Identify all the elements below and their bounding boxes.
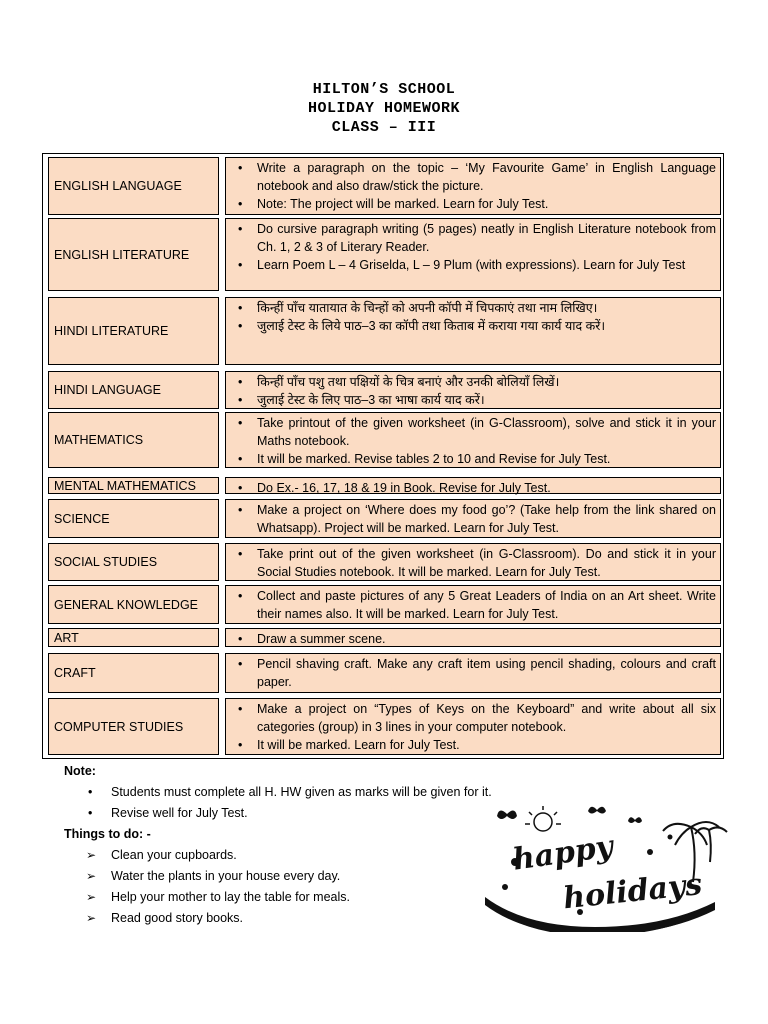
task-item: • Pencil shaving craft. Make any craft item using pencil shading, colours and craft paper. (230, 655, 716, 691)
subject-cell: MATHEMATICS (48, 412, 219, 468)
table-row (48, 543, 718, 581)
subject-cell: MENTAL MATHEMATICS (48, 477, 219, 494)
table-row (48, 371, 718, 409)
task-cell (225, 412, 721, 468)
holidays-text: holidays (561, 867, 704, 917)
sun-icon (525, 806, 561, 831)
subject-cell: CRAFT (48, 653, 219, 693)
task-item: • Take printout of the given worksheet (in G-Classroom), solve and stick it in your Maths notebook. (230, 414, 716, 450)
task-item: • Make a project on ‘Where does my food go’? (Take help from the link shared on Whatsapp). Project will be marked. Learn for July Test. (230, 501, 716, 537)
note-item: • Revise well for July Test. (64, 803, 492, 824)
task-item: • Learn Poem L – 4 Griselda, L – 9 Plum (with expressions). Learn for July Test (230, 256, 716, 274)
homework-table (42, 153, 724, 759)
task-cell (225, 499, 721, 538)
table-row (48, 157, 718, 215)
task-cell (225, 585, 721, 624)
table-row (48, 477, 718, 494)
task-item: • Note: The project will be marked. Learn for July Test. (230, 195, 716, 213)
subject-cell: HINDI LITERATURE (48, 297, 219, 365)
notes-section (64, 761, 492, 929)
task-cell (225, 653, 721, 693)
task-item: • Do Ex.- 16, 17, 18 & 19 in Book. Revise for July Test. (230, 479, 716, 497)
subject-cell: ENGLISH LANGUAGE (48, 157, 219, 215)
task-item: • Collect and paste pictures of any 5 Great Leaders of India on an Art sheet. Write their names also. It will be marked. Learn for July Test. (230, 587, 716, 623)
things-item: ➢ Read good story books. (64, 908, 492, 929)
task-cell (225, 371, 721, 409)
table-row (48, 628, 718, 647)
task-item: • Take print out of the given worksheet (in G-Classroom). Do and stick it in your Social Studies notebook. It will be marked. Learn for July Test. (230, 545, 716, 581)
task-item: • Draw a summer scene. (230, 630, 716, 648)
subject-cell: GENERAL KNOWLEDGE (48, 585, 219, 624)
subject-cell: COMPUTER STUDIES (48, 698, 219, 755)
table-row (48, 297, 718, 365)
happy-holidays-graphic (485, 802, 730, 932)
task-item: • Do cursive paragraph writing (5 pages) neatly in English Literature notebook from Ch. 1, 2 & 3 of Literary Reader. (230, 220, 716, 256)
task-cell (225, 543, 721, 581)
table-row (48, 218, 718, 291)
task-cell (225, 157, 721, 215)
task-cell (225, 628, 721, 647)
things-item: ➢ Clean your cupboards. (64, 845, 492, 866)
document-header (0, 80, 768, 137)
things-item: ➢ Help your mother to lay the table for meals. (64, 887, 492, 908)
things-item: ➢ Water the plants in your house every day. (64, 866, 492, 887)
subject-cell: SCIENCE (48, 499, 219, 538)
task-item: • Write a paragraph on the topic – ‘My Favourite Game’ in English Language notebook and also draw/stick the picture. (230, 159, 716, 195)
class-label: CLASS – III (331, 119, 437, 136)
subject-cell: SOCIAL STUDIES (48, 543, 219, 581)
task-item: • It will be marked. Learn for July Test. (230, 736, 716, 754)
task-item: • It will be marked. Revise tables 2 to 10 and Revise for July Test. (230, 450, 716, 468)
task-item: • Make a project on “Types of Keys on the Keyboard” and write about all six categories (group) in 3 lines in your computer notebook. (230, 700, 716, 736)
note-item: • Students must complete all H. HW given as marks will be given for it. (64, 782, 492, 803)
school-name: HILTON’S SCHOOL (312, 81, 456, 98)
table-row (48, 698, 718, 755)
task-item: • जुलाई टेस्ट के लिये पाठ–3 का कॉपी तथा किताब में कराया गया कार्य याद करें। (230, 317, 716, 335)
task-cell (225, 477, 721, 494)
table-row (48, 653, 718, 693)
document-title: HOLIDAY HOMEWORK (307, 100, 461, 117)
task-cell (225, 297, 721, 365)
task-item: • किन्हीं पाँच यातायात के चिन्हों को अपनी कॉपी में चिपकाएं तथा नाम लिखिए। (230, 299, 716, 317)
note-label: Note: (64, 764, 96, 778)
task-cell (225, 218, 721, 291)
table-row (48, 412, 718, 468)
task-cell (225, 698, 721, 755)
table-row (48, 585, 718, 624)
subject-cell: HINDI LANGUAGE (48, 371, 219, 409)
happy-text: happy (510, 829, 616, 878)
table-row (48, 499, 718, 538)
task-item: • जुलाई टेस्ट के लिए पाठ–3 का भाषा कार्य याद करें। (230, 391, 716, 409)
butterfly-icon (497, 807, 642, 823)
things-to-do-label: Things to do: - (64, 827, 151, 841)
task-item: • किन्हीं पाँच पशु तथा पक्षियों के चित्र बनाएं और उनकी बोलियाँ लिखें। (230, 373, 716, 391)
subject-cell: ART (48, 628, 219, 647)
subject-cell: ENGLISH LITERATURE (48, 218, 219, 291)
